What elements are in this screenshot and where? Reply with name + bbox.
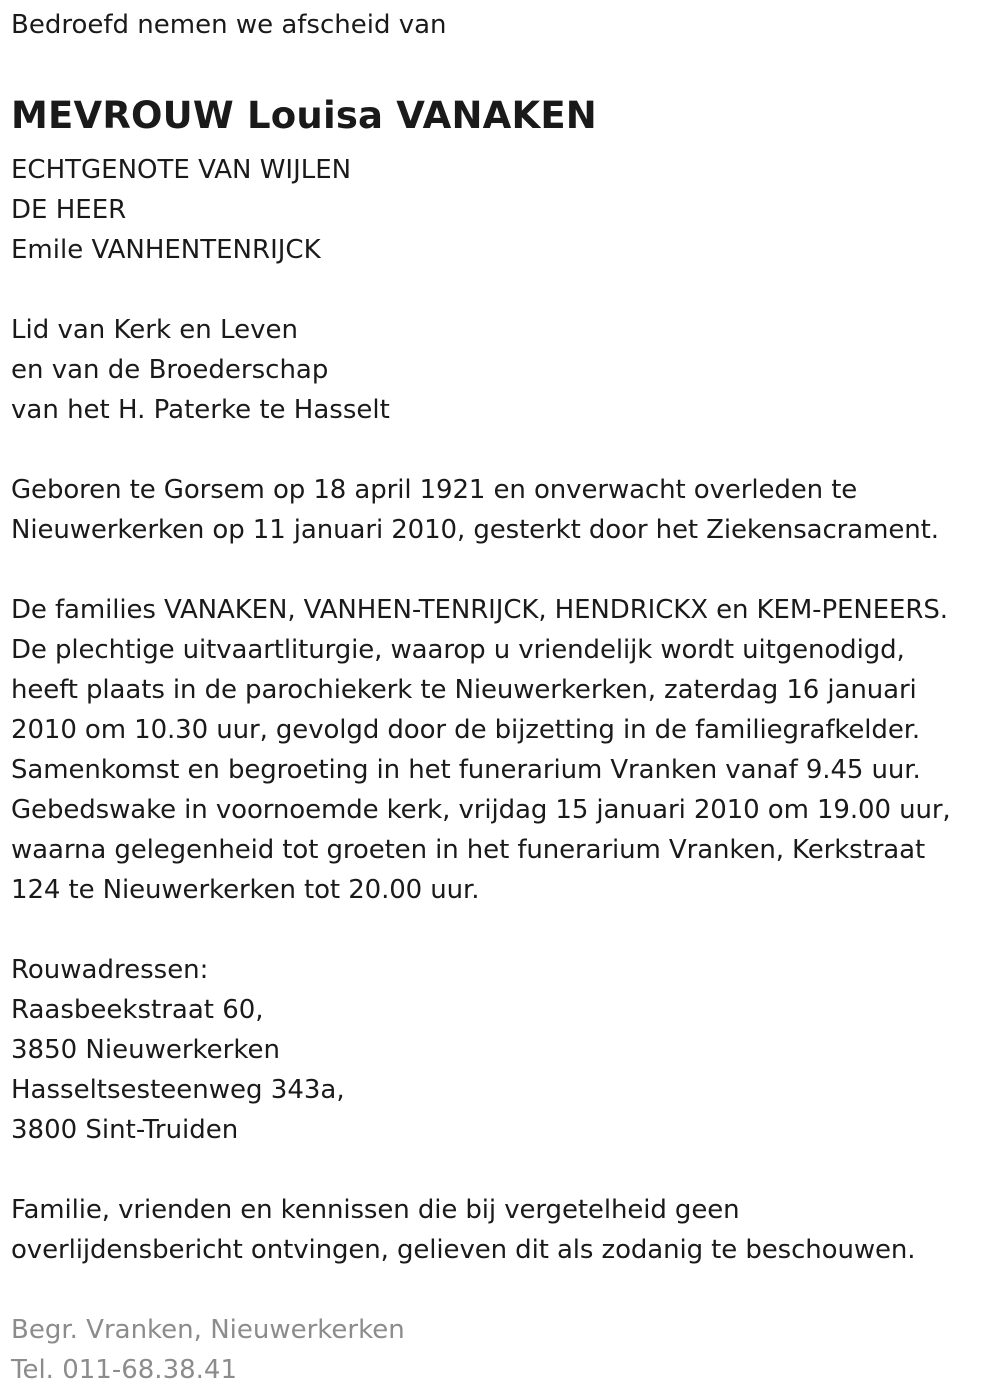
spouse-line: Emile VANHENTENRIJCK	[11, 235, 321, 265]
ceremony-line: Gebedswake in voornoemde kerk, vrijdag 15 januari 2010 om 19.00 uur,	[11, 795, 951, 825]
notice-block	[11, 1190, 991, 1270]
notice-line: overlijdensbericht ontvingen, gelieven dit als zodanig te beschouwen.	[11, 1235, 916, 1265]
ceremony-line: waarna gelegenheid tot groeten in het funerarium Vranken, Kerkstraat	[11, 835, 926, 865]
birth-death-block	[11, 470, 991, 550]
intro-text: Bedroefd nemen we afscheid van	[11, 10, 447, 40]
membership-line: van het H. Paterke te Hasselt	[11, 395, 390, 425]
birth-death-line: Nieuwerkerken op 11 januari 2010, gesterkt door het Ziekensacrament.	[11, 515, 939, 545]
ceremony-line: De plechtige uitvaartliturgie, waarop u vriendelijk wordt uitgenodigd,	[11, 635, 905, 665]
undertaker-block	[11, 1310, 991, 1390]
spouse-line: ECHTGENOTE VAN WIJLEN	[11, 155, 352, 185]
address-line: 3800 Sint-Truiden	[11, 1115, 239, 1145]
membership-line: Lid van Kerk en Leven	[11, 315, 298, 345]
spacer	[11, 550, 991, 590]
ceremony-line: 124 te Nieuwerkerken tot 20.00 uur.	[11, 875, 480, 905]
spouse-block	[11, 150, 991, 270]
address-line: Hasseltsesteenweg 343a,	[11, 1075, 345, 1105]
spacer	[11, 910, 991, 950]
spacer	[11, 430, 991, 470]
obituary-notice	[11, 5, 991, 1390]
spacer	[11, 1270, 991, 1310]
addresses-label: Rouwadressen:	[11, 955, 209, 985]
ceremony-line: De families VANAKEN, VANHEN-TENRIJCK, HENDRICKX en KEM-PENEERS.	[11, 595, 948, 625]
ceremony-block	[11, 590, 991, 910]
ceremony-line: 2010 om 10.30 uur, gevolgd door de bijzetting in de familiegrafkelder.	[11, 715, 921, 745]
address-line: 3850 Nieuwerkerken	[11, 1035, 280, 1065]
undertaker-name: Begr. Vranken, Nieuwerkerken	[11, 1315, 405, 1345]
spouse-line: DE HEER	[11, 195, 127, 225]
addresses-block	[11, 950, 991, 1150]
membership-line: en van de Broederschap	[11, 355, 329, 385]
spacer	[11, 45, 991, 85]
membership-block	[11, 310, 991, 430]
deceased-name: MEVROUW Louisa VANAKEN	[11, 94, 597, 137]
address-line: Raasbeekstraat 60,	[11, 995, 264, 1025]
spacer	[11, 1150, 991, 1190]
notice-line: Familie, vrienden en kennissen die bij vergetelheid geen	[11, 1195, 740, 1225]
ceremony-line: heeft plaats in de parochiekerk te Nieuwerkerken, zaterdag 16 januari	[11, 675, 917, 705]
ceremony-line: Samenkomst en begroeting in het funerarium Vranken vanaf 9.45 uur.	[11, 755, 921, 785]
birth-death-line: Geboren te Gorsem op 18 april 1921 en onverwacht overleden te	[11, 475, 858, 505]
undertaker-phone: Tel. 011-68.38.41	[11, 1355, 238, 1385]
spacer	[11, 270, 991, 310]
